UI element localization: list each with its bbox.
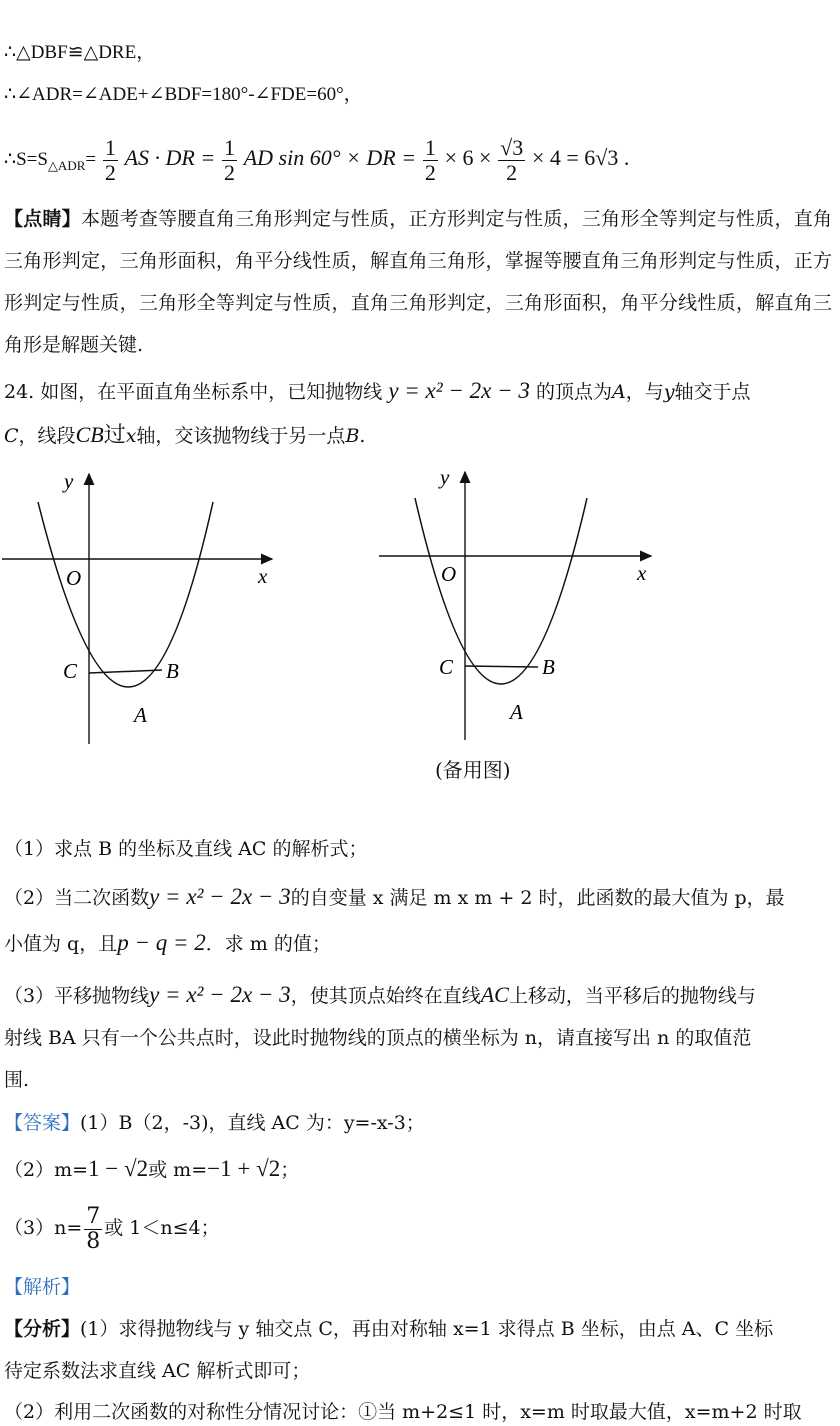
answer-3-range: 或 1＜n≤4； — [104, 1217, 220, 1239]
area-prefix: ∴S=S — [4, 149, 48, 170]
label-b: B — [166, 659, 179, 683]
q24-period: . — [359, 425, 366, 447]
part-3-text-b: ，使其顶点始终在直线 — [290, 985, 481, 1007]
part-3-line-3: 围. — [4, 1069, 30, 1091]
answer-label: 【答案】 — [4, 1112, 81, 1134]
term-2: AD sin 60° × DR = — [243, 145, 417, 170]
part-3-line-ac: AC — [480, 982, 509, 1007]
part-3-intro: （3）平移抛物线 — [4, 985, 150, 1007]
review-label: 【点睛】 — [4, 208, 82, 230]
q24-point-b: B — [345, 425, 360, 447]
answer-3-prefix: （3）n= — [4, 1217, 83, 1239]
review-paragraph — [4, 198, 832, 366]
analysis-line-2: 待定系数法求直线 AC 解析式即可； — [4, 1360, 311, 1382]
part-2-difference: p − q = 2 — [117, 930, 206, 955]
part-2-condition: 的自变量 x 满足 m x m + 2 时，此函数的最大值为 p，最 — [290, 887, 785, 909]
term-1: AS · DR = — [124, 145, 216, 170]
answer-line-2 — [4, 1154, 299, 1185]
part-2-ask: ．求 m 的值； — [205, 933, 331, 955]
analysis-fx-text: (1）求得抛物线与 y 轴交点 C，再由对称轴 x=1 求得点 B 坐标，由点 A、C 坐标 — [80, 1318, 774, 1340]
part-2-line-1 — [4, 882, 785, 913]
answer-2-end: ； — [280, 1159, 300, 1181]
q24-text-b: 的顶点为 — [535, 381, 612, 403]
fraction-half-1: $\frac{1}{2}$ — [104, 135, 116, 186]
analysis-fx-label: 【分析】 — [4, 1318, 81, 1340]
answer-1: (1）B（2，-3)，直线 AC 为：y=-x-3； — [80, 1112, 425, 1134]
q24-text-c: ，与 — [625, 381, 664, 403]
part-3-line-2: 射线 BA 只有一个公共点时，设此时抛物线的顶点的横坐标为 n，请直接写出 n 的取值范 — [4, 1027, 752, 1049]
q24-text-segment: ，线段 — [18, 425, 76, 447]
area-subscript: △ADR — [47, 157, 86, 173]
label-x: x — [258, 564, 268, 588]
answer-2-value-1: 1 − √2 — [88, 1156, 149, 1181]
q24-segment-cb: CB — [75, 422, 104, 447]
analysis-label: 【解析】 — [4, 1276, 81, 1298]
q24-text-d: 轴交于点 — [674, 381, 751, 403]
part-2-equation: y = x² − 2x − 3 — [149, 884, 291, 909]
fraction-half-2: $\frac{1}{2}$ — [223, 135, 235, 186]
backup-figure-caption: (备用图) — [435, 758, 511, 782]
question-24-line-1 — [4, 376, 750, 407]
part-3-equation: y = x² − 2x − 3 — [149, 982, 291, 1007]
fraction-sqrt3-over-2: $\frac{√3}{2}$ — [500, 135, 524, 186]
segment-cb — [465, 666, 538, 667]
label-y: y — [440, 465, 450, 489]
term-4: × 4 = 6√3 . — [531, 145, 630, 170]
label-o: O — [441, 562, 457, 586]
label-a: A — [134, 703, 147, 727]
part-3-text-c: 上移动，当平移后的抛物线与 — [508, 985, 756, 1007]
label-o: O — [66, 566, 82, 590]
equals: = — [85, 149, 97, 170]
part-1: （1）求点 B 的坐标及直线 AC 的解析式； — [4, 838, 368, 860]
answer-3-fraction: $\frac{7}{8}$ — [86, 1203, 101, 1254]
q24-y-var: y — [663, 381, 675, 403]
q24-point-a: A — [611, 381, 626, 403]
part-2-intro: （2）当二次函数 — [4, 887, 150, 909]
answer-2-value-2: −1 + √2 — [207, 1156, 281, 1181]
answer-line-1 — [4, 1110, 425, 1136]
analysis-line-1 — [4, 1316, 773, 1342]
q24-text-pass: 过 — [103, 423, 126, 448]
label-c: C — [63, 659, 78, 683]
parabola-figure-backup — [375, 460, 665, 750]
part-2-line-2 — [4, 928, 331, 959]
label-x: x — [637, 561, 647, 585]
segment-cb — [89, 670, 162, 673]
proof-line-3 — [4, 132, 629, 192]
question-24-line-2 — [4, 420, 365, 451]
answer-line-3 — [4, 1202, 220, 1254]
term-3: × 6 × — [444, 145, 492, 170]
label-y: y — [64, 469, 74, 493]
proof-line-1: ∴△DBF≌△DRE， — [4, 42, 156, 63]
label-a: A — [510, 700, 523, 724]
parabola-figure-main — [0, 462, 290, 752]
answer-2-or: 或 m= — [148, 1159, 208, 1181]
proof-line-2: ∴∠ADR=∠ADE+∠BDF=180°-∠FDE=60°， — [4, 84, 363, 105]
answer-2-prefix: （2）m= — [4, 1159, 89, 1181]
analysis-line-3: （2）利用二次函数的对称性分情况讨论：①当 m+2≤1 时，x=m 时取最大值，x=m+2 时取 — [4, 1401, 802, 1423]
label-c: C — [439, 655, 454, 679]
fraction-half-3: $\frac{1}{2}$ — [424, 135, 436, 186]
label-b: B — [542, 655, 555, 679]
q24-equation: y = x² − 2x − 3 — [388, 378, 530, 403]
q24-text-d2: 轴，交该抛物线于另一点 — [136, 425, 346, 447]
part-3-line-1 — [4, 980, 756, 1011]
q24-point-c: C — [4, 425, 19, 447]
part-2-min: 小值为 q，且 — [4, 933, 118, 955]
review-text: 本题考查等腰直角三角形判定与性质，正方形判定与性质，三角形全等判定与性质，直角三角形判定，三角形面积，角平分线性质，解直角三角形，掌握等腰直角三角形判定与性质，正方形判定与性质，三角形全等判定与性质，直角三角形判定，三角形面积，角平分线性质，解直角三角形是解题关键. — [4, 208, 832, 356]
q24-x-var: x — [125, 425, 137, 447]
q24-intro: 24. 如图，在平面直角坐标系中，已知抛物线 — [4, 381, 383, 403]
